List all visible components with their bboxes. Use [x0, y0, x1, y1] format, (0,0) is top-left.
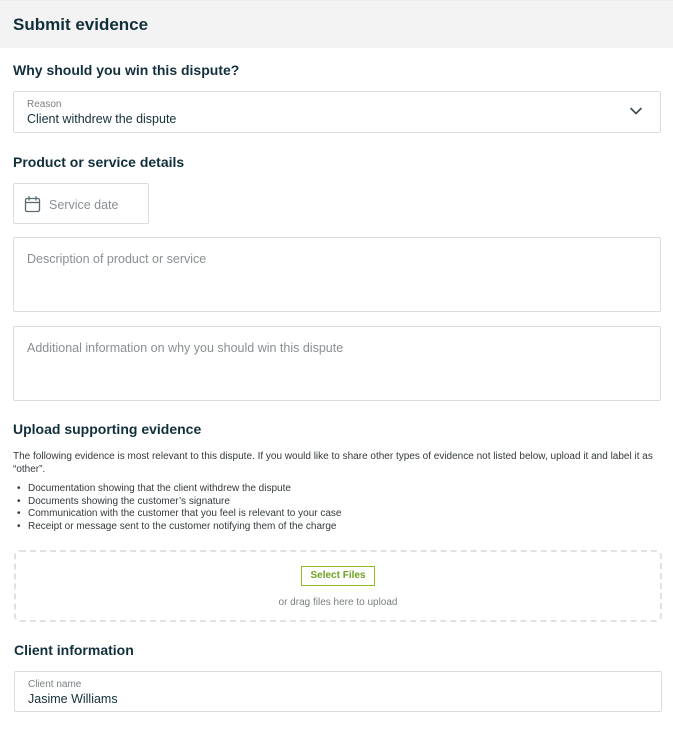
service-date-placeholder: Service date [49, 198, 119, 212]
page-header [0, 0, 673, 48]
additional-info-placeholder: Additional information on why you should win this dispute [27, 341, 344, 355]
evidence-item: • Communication with the customer that you feel is relevant to your case [17, 508, 341, 521]
page-title: Submit evidence [13, 15, 149, 34]
upload-heading: Upload supporting evidence [13, 421, 202, 437]
client-heading: Client information [14, 642, 134, 658]
evidence-item: • Receipt or message sent to the customer notifying them of the charge [17, 521, 341, 534]
service-date-field[interactable] [13, 183, 149, 224]
client-name-label: Client name [28, 679, 82, 690]
evidence-item: • Documents showing the customer’s signature [17, 496, 341, 509]
reason-select[interactable] [13, 91, 661, 133]
product-heading: Product or service details [13, 154, 185, 170]
file-dropzone[interactable] [14, 550, 662, 622]
client-name-value: Jasime Williams [28, 692, 118, 706]
evidence-item: • Documentation showing that the client withdrew the dispute [17, 483, 341, 496]
chevron-down-icon [630, 107, 642, 115]
description-placeholder: Description of product or service [27, 252, 207, 266]
calendar-icon [24, 196, 41, 213]
upload-intro: The following evidence is most relevant to this dispute. If you would like to share other types of evidence not listed below, upload it and label it as “other”. [13, 451, 653, 475]
evidence-list [17, 483, 341, 534]
select-files-button[interactable]: Select Files [301, 566, 375, 586]
drag-files-text: or drag files here to upload [278, 597, 398, 608]
description-field[interactable] [13, 237, 661, 312]
reason-value: Client withdrew the dispute [27, 112, 177, 126]
reason-label: Reason [27, 99, 62, 110]
dispute-heading: Why should you win this dispute? [13, 62, 240, 78]
client-name-field[interactable] [14, 671, 662, 712]
additional-info-field[interactable] [13, 326, 661, 401]
